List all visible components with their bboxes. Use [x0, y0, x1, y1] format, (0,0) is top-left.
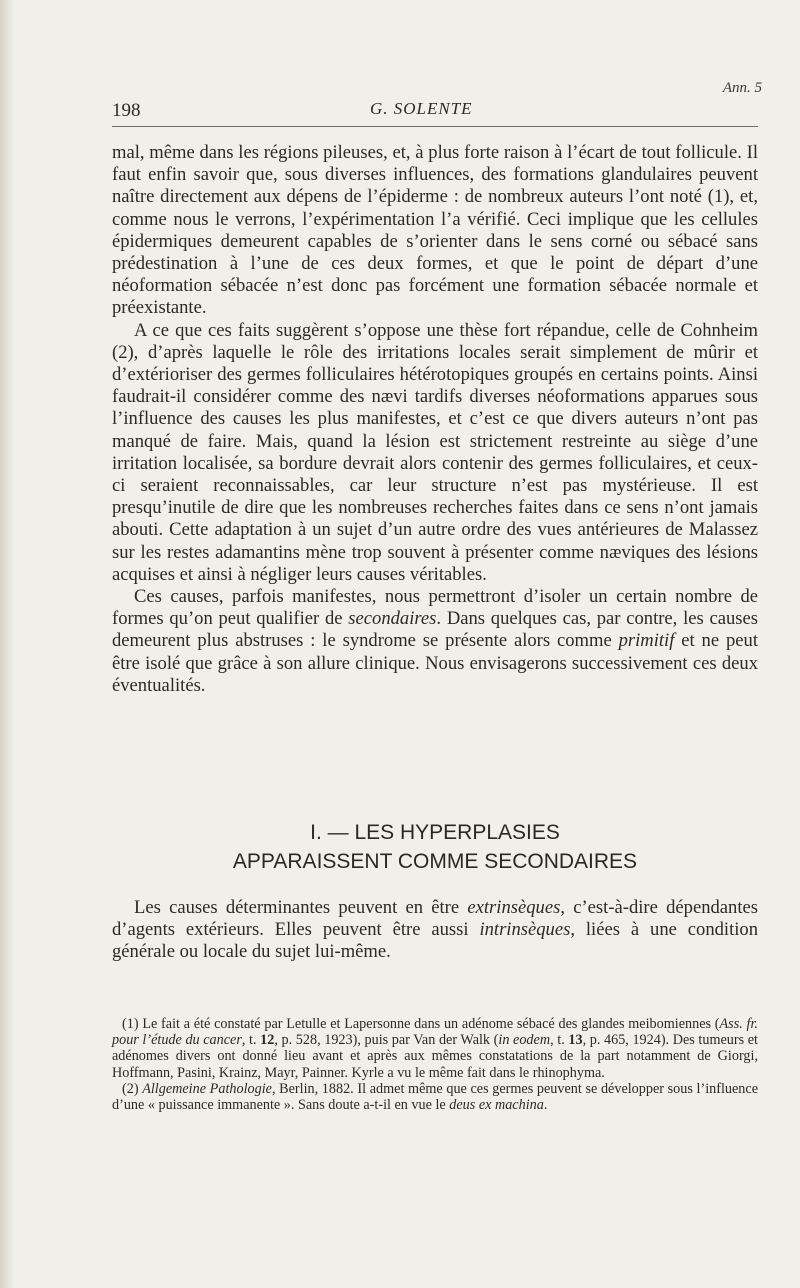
- section-part-c: , liées à une condition générale ou locale du sujet lui-même.: [112, 919, 758, 963]
- term-primitif: primitif: [618, 630, 675, 652]
- footnote-2-part-a: (2): [122, 1080, 143, 1097]
- paragraph-3-part-b: . Dans quelques cas, par contre, les causes demeurent plus abstruses : le syndrome se présente alors comme: [112, 608, 759, 652]
- page-gutter-shadow: [0, 0, 14, 1288]
- term-intrinseques: intrinsèques: [479, 919, 571, 941]
- footnote-2: [112, 1081, 758, 1113]
- footnote-1-volume-1: 12: [260, 1032, 275, 1049]
- footnote-2-deus-ex-machina: deus ex machina: [449, 1097, 544, 1114]
- footnote-1: [112, 1016, 758, 1081]
- section-heading-line-1: I. — LES HYPERPLASIES: [310, 821, 560, 844]
- footnote-1-part-a: (1) Le fait a été constaté par Letulle et Lapersonne dans un adénome sébacé des glandes meibomiennes (: [122, 1016, 720, 1032]
- page-number: 198: [112, 100, 141, 121]
- footnote-2-part-b: , Berlin, 1882. Il admet même que ces germes peuvent se développer sous l’influence d’une « puissance immanente ». Sans doute a-t-il en vue le: [112, 1080, 758, 1114]
- footnote-2-book-title: Allgemeine Pathologie: [142, 1080, 272, 1097]
- running-head: G. SOLENTE: [370, 99, 473, 118]
- section-heading: [112, 818, 758, 876]
- term-extrinseques: extrinsèques: [467, 897, 561, 918]
- paragraph-1: mal, même dans les régions pileuses, et, à plus forte raison à l’écart de tout follicule. Il faut enfin savoir que, sous diverses influences, des formations glandulaires peuvent naître directement aux dépens de l’épiderme : de nombreux auteurs l’ont noté (1), et, comme nous le verrons, l’expérimentation l’a vérifié. Ceci implique que les cellules épidermiques demeurent capables de s’orienter dans le sens corné ou sébacé sans prédestination à l’une de ces deux formes, et que le point de départ d’une néoformation sébacée n’est donc pas forcément une formation sébacée normale et préexistante.: [112, 142, 758, 319]
- footnote-1-volume-2: 13: [568, 1032, 583, 1049]
- footnote-1-part-c: , p. 528, 1923), puis par Van der Walk (: [274, 1032, 499, 1049]
- main-text: [112, 142, 758, 697]
- footnote-2-part-c: .: [543, 1097, 548, 1114]
- footnote-1-part-e: , p. 465, 1924). Des tumeurs et adénomes divers ont donné lieu avant et après aux mêmes constatations de la part notamment de Giorgi, Hoffmann, Pasini, Krainz, Mayr, Painner. Kyrle a vu le même fait dans le rhinophyma.: [112, 1032, 758, 1081]
- term-secondaires: secondaires: [348, 608, 437, 630]
- paragraph-3: [112, 586, 758, 697]
- section-part-a: Les causes déterminantes peuvent en être: [134, 897, 468, 918]
- paragraph-2: A ce que ces faits suggèrent s’oppose une thèse fort répandue, celle de Cohnheim (2), d’après laquelle le rôle des irritations locales serait simplement de mûrir et d’extérioriser des germes folliculaires hétérotopiques groupés en certains points. Ainsi faudrait-il considérer comme des nævi tardifs diverses néoformations apparues sous l’influence des causes les plus manifestes, et c’est ce que divers auteurs n’ont pas manqué de faire. Mais, quand la lésion est strictement restreinte au siège d’une irritation localisée, sa bordure devrait alors contenir des germes folliculaires, et ceux-ci seraient reconnaissables, car leur structure n’est pas mystérieuse. Il est presqu’inutile de dire que les nombreuses recherches faites dans ce sens n’ont jamais abouti. Cette adaptation à un sujet d’un autre ordre des vues antérieures de Malassez sur les restes adamantins mène trop souvent à présenter comme næviques des lésions acquises et ainsi à négliger leurs causes véritables.: [112, 319, 758, 585]
- header-rule: [112, 126, 758, 127]
- paragraph-3-part-a: Ces causes, parfois manifestes, nous permettront d’isoler un certain nombre de formes qu’on peut qualifier de: [112, 586, 758, 630]
- volume-annotation: Ann. 5: [722, 80, 762, 96]
- paragraph-3-part-c: et ne peut être isolé que grâce à son allure clinique. Nous envisagerons successivement ces deux éventualités.: [112, 630, 758, 696]
- section-text: [112, 897, 758, 964]
- footnote-1-in-eodem: in eodem: [498, 1032, 551, 1049]
- footnote-1-journal: Ass. fr. pour l’étude du cancer: [112, 1016, 758, 1049]
- section-heading-line-2: APPARAISSENT COMME SECONDAIRES: [232, 850, 638, 873]
- footnote-1-part-d: , t.: [550, 1032, 569, 1049]
- footnotes: [112, 1016, 758, 1113]
- section-part-b: , c’est-à-dire dépendantes d’agents extérieurs. Elles peuvent être aussi: [112, 897, 758, 941]
- section-paragraph: [112, 897, 758, 964]
- footnote-1-part-b: , t.: [241, 1032, 261, 1049]
